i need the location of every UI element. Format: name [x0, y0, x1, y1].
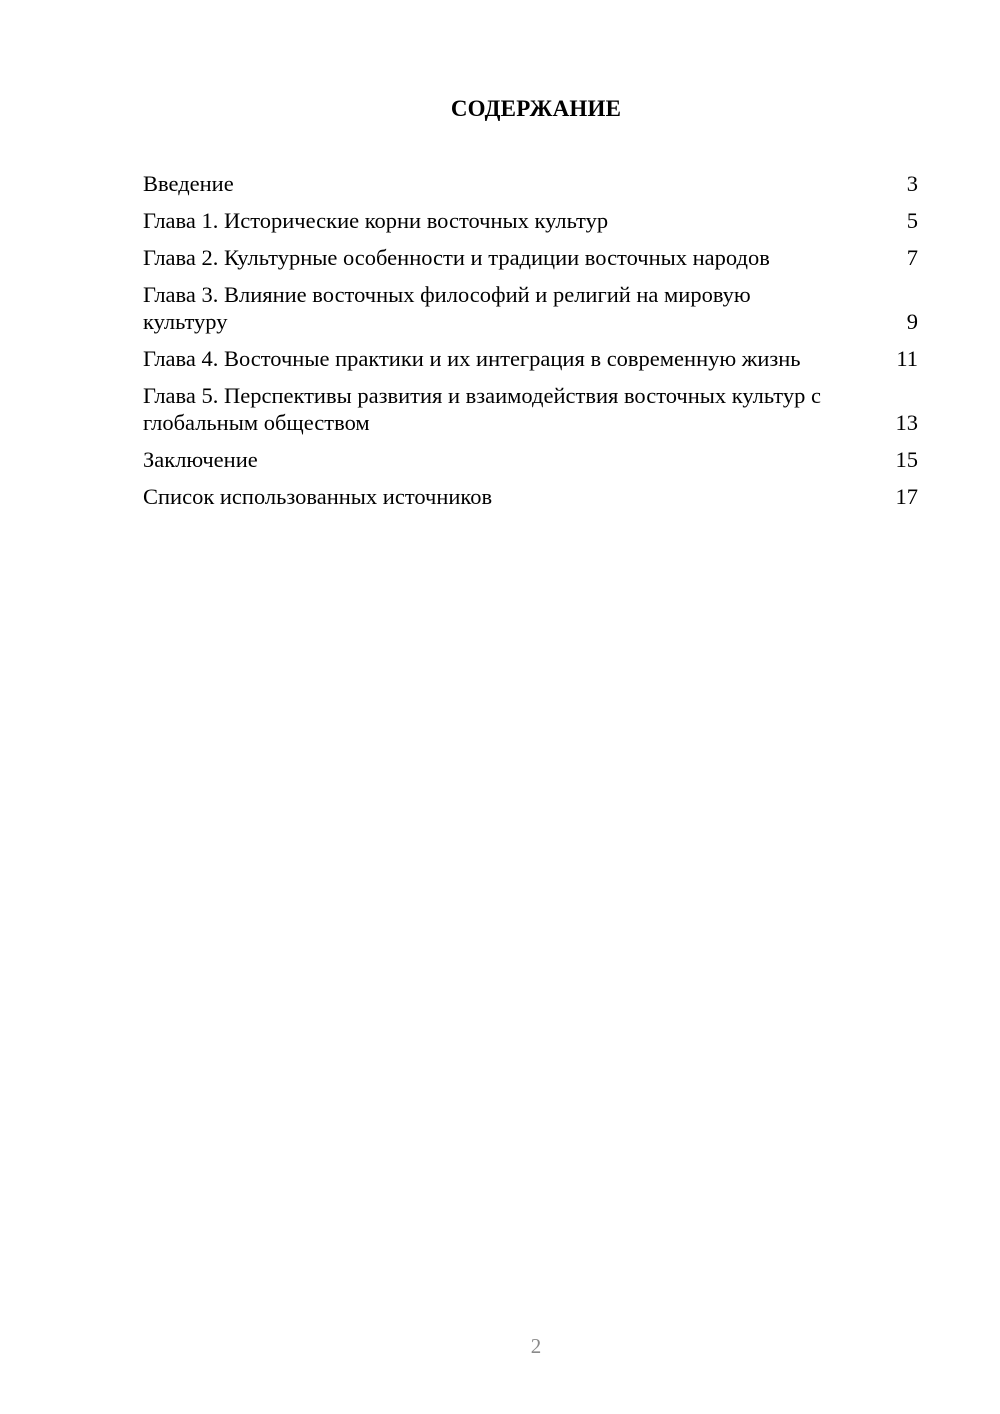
- table-of-contents: [143, 170, 918, 520]
- toc-entry-page: 7: [906, 245, 918, 270]
- toc-heading: СОДЕРЖАНИЕ: [450, 96, 622, 121]
- toc-entry-title: Введение: [143, 171, 234, 196]
- toc-entry-title: Заключение: [143, 447, 258, 472]
- toc-entry-page: 15: [895, 447, 918, 472]
- toc-entry-chapter-4: [143, 345, 918, 372]
- toc-entry-page: 5: [906, 208, 918, 233]
- toc-entry-references: [143, 483, 918, 510]
- toc-entry-page: 3: [906, 171, 918, 196]
- toc-entry-chapter-3: [143, 281, 918, 335]
- toc-entry-title: Глава 2. Культурные особенности и традиции восточных народов: [143, 245, 770, 270]
- toc-entry-chapter-1: [143, 207, 918, 234]
- toc-entry-title: Список использованных источников: [143, 484, 493, 509]
- toc-entry-introduction: [143, 170, 918, 197]
- toc-entry-page: 9: [906, 309, 918, 334]
- toc-entry-chapter-5: [143, 382, 918, 436]
- toc-entry-title: Глава 4. Восточные практики и их интеграция в современную жизнь: [143, 346, 801, 371]
- toc-entry-conclusion: [143, 446, 918, 473]
- toc-entry-page: 11: [896, 346, 918, 371]
- toc-entry-chapter-2: [143, 244, 918, 271]
- toc-entry-title: Глава 1. Исторические корни восточных культур: [143, 208, 609, 233]
- toc-entry-title: Глава 5. Перспективы развития и взаимодействия восточных культур с глобальным обществом: [143, 383, 821, 435]
- toc-entry-page: 17: [895, 484, 918, 509]
- toc-entry-page: 13: [895, 410, 918, 435]
- toc-entry-title: Глава 3. Влияние восточных философий и религий на мировую культуру: [143, 282, 751, 334]
- page-number: 2: [530, 1334, 542, 1358]
